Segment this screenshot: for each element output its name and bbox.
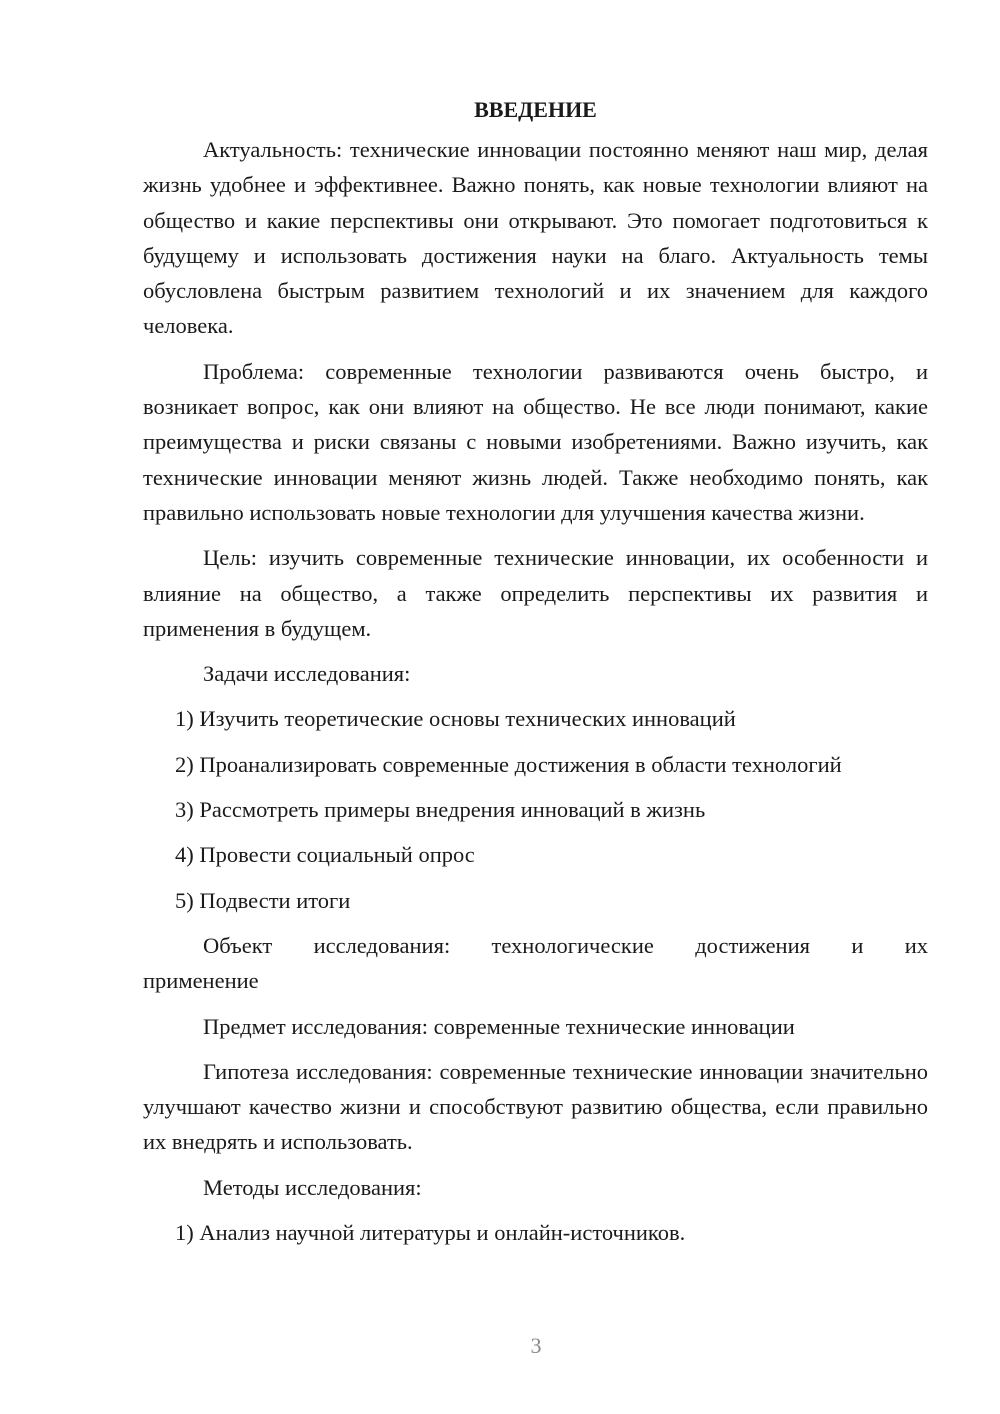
relevance-paragraph: Актуальность: технические инновации постоянно меняют наш мир, делая жизнь удобнее и эффективнее. Важно понять, как новые технологии влияют на общество и какие перспективы они открывают. Это помогает подготовиться к будущему и использовать достижения науки на благо. Актуальность темы обусловлена быстрым развитием технологий и их значением для каждого человека. — [143, 137, 928, 339]
methods-title: Методы исследования: — [203, 1174, 422, 1200]
tasks-title: Задачи исследования: — [203, 661, 411, 687]
task-item: 3) Рассмотреть примеры внедрения инноваций в жизнь — [175, 797, 706, 823]
page-number: 3 — [530, 1333, 542, 1358]
method-item: 1) Анализ научной литературы и онлайн-источников. — [175, 1220, 686, 1246]
object-line-1: Объект исследования: технологические достижения и их — [203, 932, 928, 958]
document-page — [143, 92, 928, 1260]
object-line-2: применение — [143, 968, 259, 994]
task-item: 1) Изучить теоретические основы технических инноваций — [175, 706, 736, 732]
problem-paragraph: Проблема: современные технологии развиваются очень быстро, и возникает вопрос, как они влияют на общество. Не все люди понимают, какие преимущества и риски связаны с новыми изобретениями. Важно изучить, как технические инновации меняют жизнь людей. Также необходимо понять, как правильно использовать новые технологии для улучшения качества жизни. — [143, 358, 928, 525]
task-item: 5) Подвести итоги — [175, 887, 351, 913]
hypothesis-paragraph: Гипотеза исследования: современные технические инновации значительно улучшают качество жизни и способствуют развитию общества, если правильно их внедрять и использовать. — [143, 1058, 928, 1155]
object-paragraph — [143, 928, 928, 999]
task-item: 4) Провести социальный опрос — [175, 842, 475, 868]
section-heading: ВВЕДЕНИЕ — [474, 97, 597, 122]
task-item: 2) Проанализировать современные достижения в области технологий — [175, 751, 842, 777]
subject-paragraph: Предмет исследования: современные технические инновации — [203, 1013, 795, 1039]
goal-paragraph: Цель: изучить современные технические инновации, их особенности и влияние на общество, а также определить перспективы их развития и применения в будущем. — [143, 545, 928, 641]
